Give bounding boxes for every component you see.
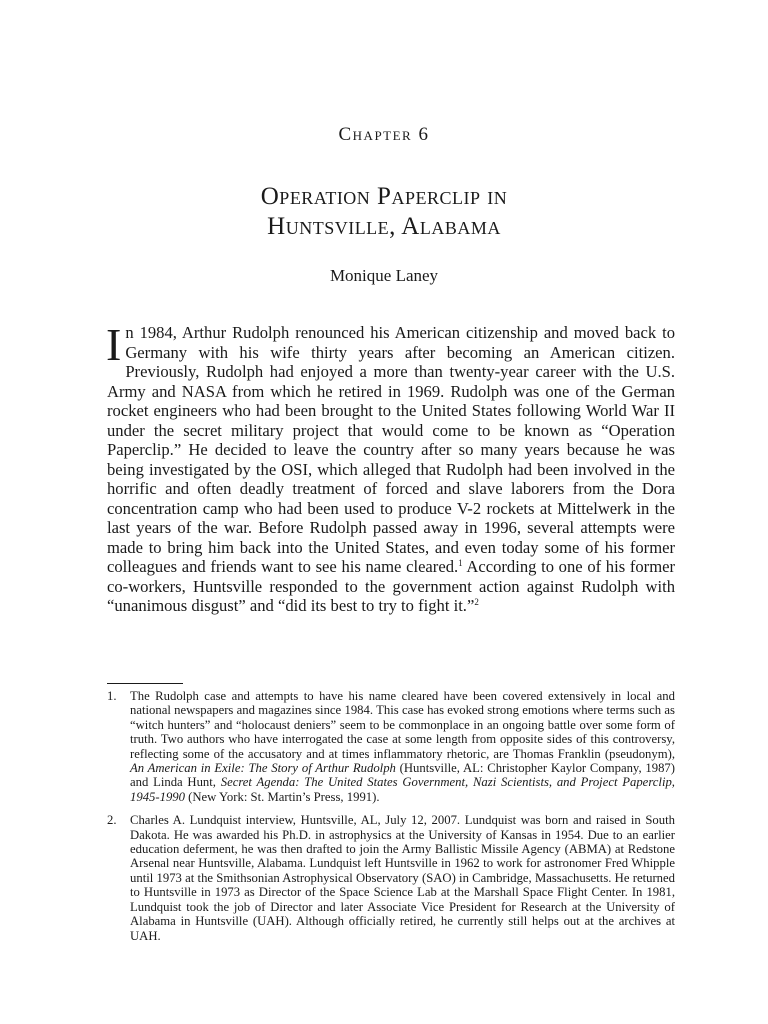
drop-cap: I [106, 319, 122, 370]
body-paragraph-text-2: According to one of his former co-workers, Huntsville responded to the government action against Rudolph with “unanimous disgust” and “did its best to try to fight it.” [107, 557, 675, 615]
footnote-text [130, 689, 675, 804]
footnote-2 [107, 813, 675, 943]
body-paragraph-text: n 1984, Arthur Rudolph renounced his American citizenship and moved back to Germany with his wife thirty years after becoming an American citizen. Previously, Rudolph had enjoyed a more than twenty-year career with the U.S. Army and NASA from which he retired in 1969. Rudolph was one of the German rocket engineers who had been brought to the United States following World War II under the secret military project that would come to be known as “Operation Paperclip.” He decided to leave the country after so many years because he was being investigated by the OSI, which alleged that Rudolph had been involved in the horrific and often deadly treatment of forced and slave laborers from the Dora concentration camp who had been used to produce V-2 rockets at Mittelwerk in the last years of the war. Before Rudolph passed away in 1996, several attempts were made to bring him back into the United States, and even today some of his former colleagues and friends want to see his name cleared. [107, 323, 675, 576]
footnote-text: Charles A. Lundquist interview, Huntsville, AL, July 12, 2007. Lundquist was born and raised in South Dakota. He was awarded his Ph.D. in astrophysics at the University of Kansas in 1954. Due to an earlier education deferment, he was then drafted to join the Army Ballistic Missile Agency (ABMA) at Redstone Arsenal near Huntsville, Alabama. Lundquist left Huntsville in 1962 to work for astronomer Fred Whipple until 1973 at the Smithsonian Astrophysical Observatory (SAO) in Cambridge, Massachusetts. He returned to Huntsville in 1973 as Director of the Space Science Lab at the Marshall Space Flight Center. In 1981, Lundquist took the job of Director and later Associate Vice President for Research at the University of Alabama in Huntsville (UAH). Although officially retired, he currently still helps out at the archives at UAH. [130, 813, 675, 943]
footnote-number: 1. [107, 689, 117, 703]
footnote-text-part: The Rudolph case and attempts to have his name cleared have been covered extensively in local and national newspapers and magazines since 1984. This case has evoked strong emotions where terms such as “witch hunters” and “holocaust deniers” seem to be commonplace in an ongoing battle over some form of truth. Two authors who have interrogated the case at some length from opposite sides of this controversy, reflecting some of the accusatory and at times inflammatory rhetoric, are Thomas Franklin (pseudonym), [130, 689, 675, 761]
body-paragraph [106, 319, 675, 616]
body-text [106, 319, 675, 616]
chapter-title-line-2: Huntsville, Alabama [267, 213, 501, 240]
footnote-ref-2[interactable]: 2 [474, 597, 479, 607]
footnote-book-title: An American in Exile: The Story of Arthur Rudolph [130, 761, 396, 776]
chapter-title [0, 182, 768, 242]
chapter-title-line-1: Operation Paperclip in [260, 183, 508, 210]
footnotes [107, 689, 675, 952]
footnote-1 [107, 689, 675, 804]
footnote-divider [107, 683, 183, 684]
footnote-number: 2. [107, 813, 117, 828]
chapter-label: Chapter 6 [338, 124, 430, 145]
chapter-author: Monique Laney [329, 266, 439, 285]
footnote-book-title: Secret Agenda: The United States Government, Nazi Scientists, and Project Paperclip, 1945-1990 [130, 775, 675, 804]
footnote-text-part: (Huntsville, AL: Christopher Kaylor Company, 1987) and Linda Hunt, [130, 761, 675, 790]
footnote-ref-1[interactable]: 1 [458, 558, 463, 568]
footnote-text-part: (New York: St. Martin’s Press, 1991). [184, 789, 380, 804]
